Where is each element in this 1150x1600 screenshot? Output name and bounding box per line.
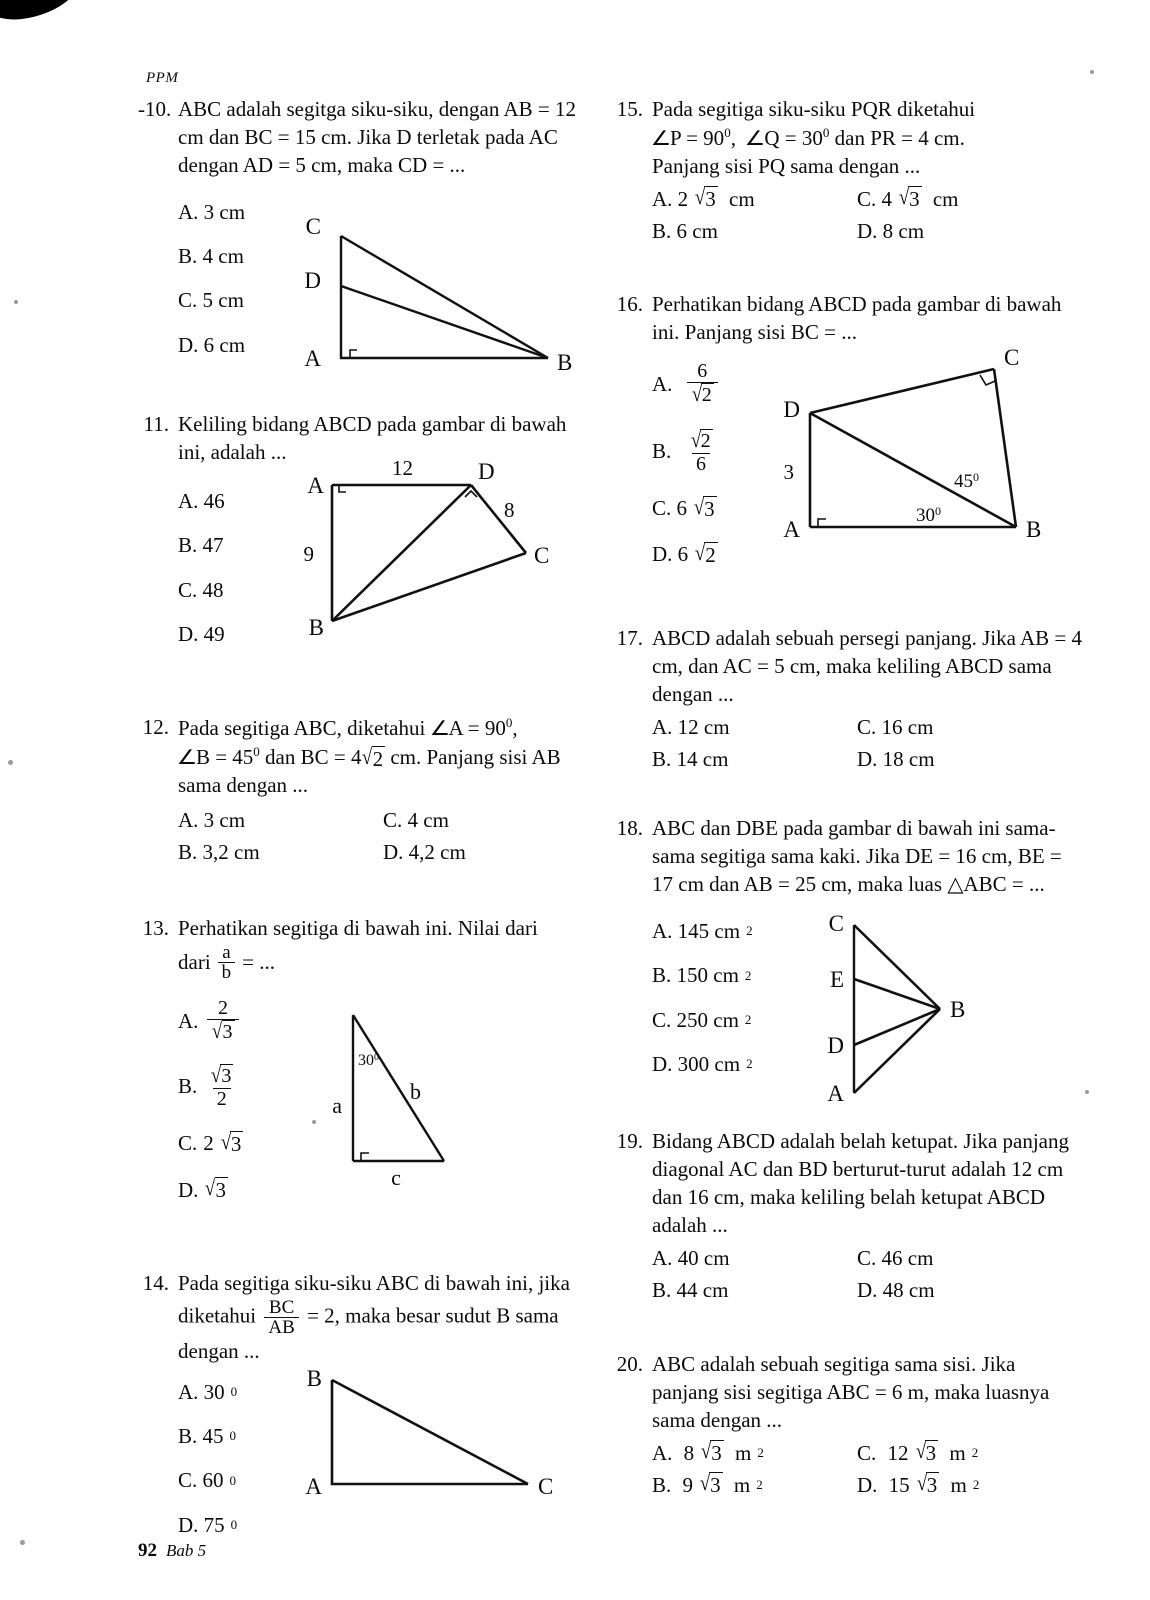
option-c[interactable]: C. 2 √ 3 xyxy=(178,1128,242,1156)
vertex-label-c: C xyxy=(1004,345,1020,371)
options-12 xyxy=(138,806,593,867)
option-d[interactable]: D. √ 3 xyxy=(178,1175,226,1203)
question-text: Perhatikan bidang ABCD pada gambar di bawah ini. Panjang sisi BC = ... xyxy=(652,292,1062,345)
question-13: 13. Perhatikan segitiga di bawah ini. Nilai dari dari $\frac{a}{b}$ = ... A. 2 √ 3 B. √ 3 2 C. 2 √ 3 D. √ 3 $30^0$ a b c xyxy=(138,915,593,1204)
option-a[interactable]: A. 8 √ 3 m 2 xyxy=(652,1438,764,1466)
figure-quadrilateral-abcd-angles xyxy=(783,345,1068,543)
vertex-label-b: B xyxy=(306,1365,322,1391)
angle-icon: ∠ xyxy=(429,718,450,741)
option-d[interactable]: D. 18 cm xyxy=(857,746,935,771)
scan-speck xyxy=(1085,1090,1089,1094)
question-text-part3: ABC = ... xyxy=(963,872,1045,897)
question-text-part3: dan BC = 4 xyxy=(259,745,362,770)
vertex-label-b: B xyxy=(950,997,966,1023)
fraction-sqrt2-over-6: √ 2 6 xyxy=(690,426,711,475)
chapter-label: Bab 5 xyxy=(166,1541,207,1560)
scan-artifact-corner xyxy=(0,0,92,24)
question-text: Perhatikan segitiga di bawah ini. Nilai dari xyxy=(178,915,538,940)
option-a[interactable]: A. 30 0 xyxy=(178,1379,238,1404)
question-angle-b: B = 45 xyxy=(195,745,254,770)
question-20 xyxy=(612,1351,1082,1499)
vertex-label-c: C xyxy=(534,543,550,569)
option-a[interactable]: A. 40 cm xyxy=(652,1246,730,1271)
option-b[interactable]: B. 4 cm xyxy=(178,244,244,269)
question-number: 14. xyxy=(142,1270,169,1295)
question-angle-q: Q = 30 xyxy=(764,125,823,150)
question-19 xyxy=(612,1128,1082,1304)
triangle-icon: △ xyxy=(947,872,964,897)
question-text-part2: = 2, maka besar sudut B sama dengan ... xyxy=(178,1303,559,1363)
option-a[interactable]: A. 6 √ 2 xyxy=(652,361,1082,406)
option-c[interactable]: C. 60 0 xyxy=(178,1468,237,1493)
question-tail: = ... xyxy=(242,949,275,974)
angle-label-45: $45^0$ xyxy=(954,470,979,493)
angle-label-30: $30^0$ xyxy=(358,1051,379,1069)
vertex-label-c: C xyxy=(305,214,321,239)
options-17 xyxy=(612,713,1082,774)
question-number: 13. xyxy=(142,915,169,940)
option-d[interactable]: D. 6 √ 2 xyxy=(652,540,716,568)
option-c[interactable]: C. 4 √ 3 cm xyxy=(857,184,959,212)
vertex-label-d: D xyxy=(478,459,495,485)
option-d[interactable]: D. 49 xyxy=(178,622,225,647)
options-15 xyxy=(612,185,1082,246)
question-text-part2: maka luas xyxy=(857,872,943,897)
angle-icon: ∠ xyxy=(650,127,672,150)
page-footer xyxy=(138,1540,206,1562)
question-number: 19. xyxy=(616,1129,643,1154)
fraction-2-over-sqrt3: 2 √ 3 xyxy=(207,998,238,1043)
question-text-part4: dan PR = 4 cm. xyxy=(829,125,965,150)
question-15: 15. Pada segitiga siku-siku PQR diketahui ∠P = $90^0$, ∠Q = $30^0$ dan PR = 4 cm. Panjang sisi PQ sama dengan ... A. 2 √ 3 cm C. 4 √ 3 cm B. 6 cm D. 8 cm xyxy=(612,96,1082,245)
option-d[interactable]: D. 4,2 cm xyxy=(383,840,466,865)
figure-right-triangle-abc xyxy=(305,1365,560,1516)
question-text: ABC adalah sebuah segitiga sama sisi. Jika panjang sisi segitiga ABC = 6 m, maka luasnya sama dengan ... xyxy=(652,1351,1050,1432)
figure-right-triangle-30deg xyxy=(328,1003,548,1193)
option-b[interactable]: B. 14 cm xyxy=(652,746,729,771)
side-length-3: 3 xyxy=(783,460,794,485)
vertex-label-b: B xyxy=(557,350,573,375)
side-length-12: 12 xyxy=(392,456,413,481)
vertex-label-e: E xyxy=(829,967,844,993)
question-text: ABC adalah segitga siku-siku, dengan AB = 12 cm dan BC = 15 cm. Jika D terletak pada AC dengan AD = 5 cm, maka CD = ... xyxy=(178,97,576,177)
option-c[interactable]: C. 16 cm xyxy=(857,714,934,739)
page-header-label: PPM xyxy=(146,70,179,86)
option-d[interactable]: D. 48 cm xyxy=(857,1278,935,1303)
sqrt-icon: √ 2 xyxy=(362,744,384,772)
side-length-9: 9 xyxy=(303,542,314,567)
vertex-label-a: A xyxy=(783,517,800,543)
question-text: Bidang ABCD adalah belah ketupat. Jika panjang diagonal AC dan BD berturut-turut adalah 12 cm dan 16 cm, maka keliling belah ketupat ABCD adalah ... xyxy=(652,1129,1069,1238)
side-length-8: 8 xyxy=(504,498,515,523)
question-text-part1: ABC dan DBE pada gambar di bawah ini sama-sama segitiga sama kaki. Jika DE = 16 cm, BE = 17 cm dan AB = 25 cm, xyxy=(652,816,1062,897)
degree-icon: 0 xyxy=(253,744,260,760)
option-letter: C. xyxy=(178,1131,198,1156)
option-a[interactable]: A. 12 cm xyxy=(652,714,730,739)
option-d[interactable]: D. 300 cm 2 xyxy=(652,1052,753,1077)
vertex-label-a: A xyxy=(827,1081,844,1107)
option-d[interactable]: D. 75 0 xyxy=(178,1512,238,1537)
question-18 xyxy=(612,815,1082,1107)
option-b[interactable]: B. 45 0 xyxy=(178,1423,237,1448)
question-number: 15. xyxy=(616,97,643,121)
option-a[interactable]: A. 3 cm xyxy=(178,808,246,833)
option-a[interactable]: A. 3 cm xyxy=(178,199,246,224)
question-number: -10. xyxy=(138,97,172,121)
vertex-label-a: A xyxy=(307,473,324,499)
question-17 xyxy=(612,625,1082,773)
fraction-sqrt3-over-2: √ 3 2 xyxy=(211,1061,232,1110)
question-text-part5: Panjang sisi PQ sama dengan ... xyxy=(652,153,921,178)
option-letter: A. xyxy=(178,1009,199,1033)
option-b[interactable]: B. 150 cm 2 xyxy=(652,963,752,988)
vertex-label-a: A xyxy=(305,1473,322,1499)
side-label-c: c xyxy=(391,1164,401,1190)
scan-speck xyxy=(14,300,18,304)
question-number: 12. xyxy=(142,715,169,740)
question-number: 20. xyxy=(616,1351,643,1376)
question-angle-p: P = 90 xyxy=(669,125,725,150)
question-number: 17. xyxy=(616,625,643,650)
question-text-part4: cm. Panjang sisi AB sama dengan ... xyxy=(178,745,561,798)
option-letter: B. xyxy=(178,1074,198,1099)
angle-icon: ∠ xyxy=(176,747,198,770)
angle-icon: ∠ xyxy=(745,127,766,150)
left-column xyxy=(138,96,593,1555)
question-number: 18. xyxy=(616,816,643,841)
scan-speck xyxy=(1090,70,1094,74)
degree-icon: 0 xyxy=(505,715,513,731)
option-b[interactable]: B. 44 cm xyxy=(652,1278,729,1303)
option-b[interactable]: B. √ 2 6 xyxy=(652,429,1082,474)
option-c[interactable]: C. 48 xyxy=(178,577,224,602)
question-text-part1: Pada segitiga siku-siku ABC di bawah ini, jika diketahui xyxy=(178,1270,570,1328)
question-number: 11. xyxy=(143,412,169,437)
vertex-label-b: B xyxy=(1026,517,1042,543)
option-letter: D. xyxy=(178,1177,199,1202)
question-text-part1: Pada segitiga siku-siku PQR diketahui xyxy=(652,97,976,121)
question-11 xyxy=(138,411,593,648)
figure-triangle-abc-with-d xyxy=(304,214,573,383)
vertex-label-d: D xyxy=(304,268,321,293)
question-text-part1: Pada segitiga ABC, diketahui xyxy=(178,716,431,741)
vertex-label-a: A xyxy=(304,346,321,371)
question-14 xyxy=(138,1270,593,1539)
option-b[interactable]: B. 47 xyxy=(178,533,224,558)
scan-speck xyxy=(20,1540,25,1545)
option-a[interactable]: A. 145 cm 2 xyxy=(652,918,753,943)
angle-label-30: $30^0$ xyxy=(916,504,941,527)
question-12: 12. Pada segitiga ABC, diketahui ∠A = $90^0$, ∠B = $45^0$ dan BC = 4 √ 2 cm. Panjang sisi AB sama dengan ... A. 3 cm C. 4 cm B. 3,2 cm D. 4,2 cm xyxy=(138,714,593,866)
page-number: 92 xyxy=(138,1540,157,1561)
fraction-bc-over-ab: $\frac{BC}{AB}$ xyxy=(264,1298,298,1338)
options-19 xyxy=(612,1244,1082,1305)
vertex-label-d: D xyxy=(783,397,800,423)
option-c[interactable]: C. 5 cm xyxy=(178,288,244,313)
option-a[interactable]: A. 2 √ 3 cm xyxy=(652,184,755,212)
figure-quadrilateral-abcd xyxy=(303,456,568,643)
option-c[interactable]: C. 6 √ 3 xyxy=(652,493,715,521)
vertex-label-d: D xyxy=(827,1033,844,1059)
option-c[interactable]: C. 46 cm xyxy=(857,1246,934,1271)
fraction-6-over-sqrt2: 6 √ 2 xyxy=(687,361,718,406)
options-20 xyxy=(612,1439,1082,1500)
vertex-label-c: C xyxy=(538,1473,554,1499)
right-column xyxy=(612,96,1082,1505)
vertex-label-c: C xyxy=(828,911,844,937)
option-c[interactable]: C. 250 cm 2 xyxy=(652,1007,752,1032)
option-d[interactable]: D. 8 cm xyxy=(857,219,925,244)
side-label-b: b xyxy=(410,1078,421,1104)
question-10 xyxy=(138,96,593,375)
question-16 xyxy=(612,291,1082,568)
option-b[interactable]: B. 3,2 cm xyxy=(178,840,260,865)
option-c[interactable]: C. 12 √ 3 m 2 xyxy=(857,1438,979,1466)
option-a[interactable]: A. 46 xyxy=(178,488,225,513)
option-b[interactable]: B. 9 √ 3 m 2 xyxy=(652,1470,763,1498)
side-label-a: a xyxy=(332,1092,342,1118)
option-d[interactable]: D. 15 √ 3 m 2 xyxy=(857,1470,980,1498)
fraction-a-over-b: $\frac{a}{b}$ xyxy=(218,943,236,983)
vertex-label-b: B xyxy=(308,615,324,641)
option-d[interactable]: D. 6 cm xyxy=(178,332,246,357)
question-angle-a: A = 90 xyxy=(448,716,506,741)
scan-speck xyxy=(8,760,13,765)
option-c[interactable]: C. 4 cm xyxy=(383,808,449,833)
option-b[interactable]: B. 6 cm xyxy=(652,219,718,244)
question-number: 16. xyxy=(616,292,643,317)
figure-isosceles-triangles xyxy=(824,911,1004,1107)
question-text: ABCD adalah sebuah persegi panjang. Jika AB = 4 cm, dan AC = 5 cm, maka keliling ABCD sama dengan ... xyxy=(652,625,1083,706)
question-text: Keliling bidang ABCD pada gambar di bawah ini, adalah ... xyxy=(178,412,567,465)
